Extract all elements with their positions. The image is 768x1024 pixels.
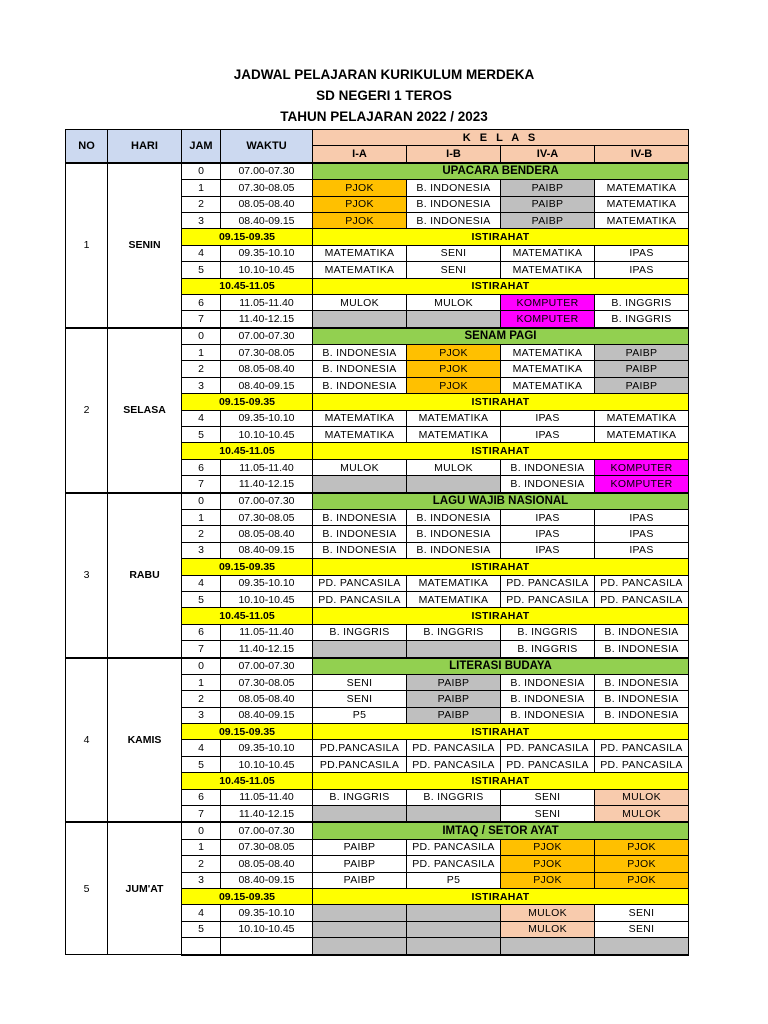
subject-cell: PD. PANCASILA [407,839,501,855]
break-time: 10.45-11.05 [182,443,313,459]
jam-cell: 0 [182,493,221,510]
jam-cell: 4 [182,905,221,921]
subject-cell: PD.PANCASILA [313,740,407,756]
jam-cell: 7 [182,806,221,823]
waktu-cell: 11.40-12.15 [221,476,313,493]
subject-cell: B. INGGRIS [595,294,689,310]
subject-cell: PD. PANCASILA [595,740,689,756]
subject-cell: B. INGGRIS [313,789,407,805]
subject-cell: B. INDONESIA [501,476,595,493]
subject-cell: PD. PANCASILA [501,591,595,607]
subject-cell: PAIBP [501,212,595,228]
subject-cell: PAIBP [595,345,689,361]
subject-cell: MATEMATIKA [313,245,407,261]
subject-cell: B. INGGRIS [313,624,407,640]
subject-cell: B. INDONESIA [595,691,689,707]
waktu-cell [221,938,313,955]
waktu-cell: 11.05-11.40 [221,789,313,805]
subject-cell: PAIBP [407,674,501,690]
jam-cell: 4 [182,245,221,261]
subject-cell: MATEMATIKA [501,361,595,377]
waktu-cell: 09.35-10.10 [221,410,313,426]
subject-cell: MATEMATIKA [501,345,595,361]
schedule-row [66,163,689,180]
jam-cell: 7 [182,476,221,493]
activity-label: LAGU WAJIB NASIONAL [313,493,689,510]
subject-cell: MULOK [595,806,689,823]
waktu-cell: 08.05-08.40 [221,526,313,542]
schedule-row [66,493,689,510]
subject-cell [407,311,501,328]
subject-cell: IPAS [595,509,689,525]
jam-cell: 5 [182,427,221,443]
subject-cell: PJOK [407,345,501,361]
break-label: ISTIRAHAT [313,888,689,904]
subject-cell [407,806,501,823]
subject-cell: MATEMATIKA [501,245,595,261]
subject-cell [313,476,407,493]
subject-cell: P5 [313,707,407,723]
subject-cell: B. INDONESIA [595,641,689,658]
subject-cell: MATEMATIKA [595,427,689,443]
header-class-1b: I-B [407,146,501,163]
header-class-4b: IV-B [595,146,689,163]
jam-cell: 0 [182,163,221,180]
subject-cell: IPAS [595,526,689,542]
subject-cell: IPAS [595,542,689,558]
jam-cell: 4 [182,410,221,426]
subject-cell: PAIBP [595,361,689,377]
subject-cell: PD. PANCASILA [407,856,501,872]
waktu-cell: 10.10-10.45 [221,262,313,278]
subject-cell [595,938,689,955]
jam-cell: 0 [182,658,221,675]
title-line-2: SD NEGERI 1 TEROS [316,88,452,103]
day-number: 4 [66,658,108,823]
subject-cell: B. INDONESIA [407,196,501,212]
activity-label: IMTAQ / SETOR AYAT [313,822,689,839]
break-label: ISTIRAHAT [313,724,689,740]
waktu-cell: 10.10-10.45 [221,921,313,937]
break-time: 09.15-09.35 [182,559,313,575]
subject-cell: PJOK [595,872,689,888]
jam-cell: 2 [182,196,221,212]
subject-cell: B. INDONESIA [595,624,689,640]
subject-cell: PD. PANCASILA [501,740,595,756]
header-class-1a: I-A [313,146,407,163]
subject-cell: SENI [313,691,407,707]
jam-cell: 6 [182,294,221,310]
schedule-body [66,163,689,955]
subject-cell: MATEMATIKA [501,262,595,278]
jam-cell: 1 [182,180,221,196]
subject-cell: PAIBP [407,691,501,707]
header-jam: JAM [182,130,221,163]
subject-cell: PAIBP [501,196,595,212]
subject-cell: IPAS [501,542,595,558]
jam-cell: 1 [182,509,221,525]
subject-cell: PJOK [313,180,407,196]
subject-cell: SENI [595,905,689,921]
jam-cell: 2 [182,856,221,872]
subject-cell [407,905,501,921]
jam-cell: 0 [182,328,221,345]
day-number: 2 [66,328,108,493]
subject-cell: PAIBP [407,707,501,723]
break-label: ISTIRAHAT [313,559,689,575]
waktu-cell: 11.40-12.15 [221,806,313,823]
subject-cell: SENI [407,262,501,278]
subject-cell: PD. PANCASILA [595,591,689,607]
subject-cell: B. INDONESIA [313,377,407,393]
subject-cell: MATEMATIKA [407,410,501,426]
subject-cell: PAIBP [313,872,407,888]
header-waktu: WAKTU [221,130,313,163]
subject-cell [313,806,407,823]
subject-cell: MATEMATIKA [407,575,501,591]
header-no: NO [66,130,108,163]
waktu-cell: 08.40-09.15 [221,872,313,888]
subject-cell: KOMPUTER [501,294,595,310]
jam-cell: 2 [182,361,221,377]
waktu-cell: 08.40-09.15 [221,707,313,723]
break-label: ISTIRAHAT [313,278,689,294]
break-time: 09.15-09.35 [182,229,313,245]
waktu-cell: 08.40-09.15 [221,377,313,393]
jam-cell: 1 [182,674,221,690]
subject-cell: B. INDONESIA [407,212,501,228]
subject-cell: IPAS [595,262,689,278]
subject-cell: SENI [313,674,407,690]
waktu-cell: 10.10-10.45 [221,756,313,772]
subject-cell: B. INDONESIA [595,707,689,723]
subject-cell: PJOK [501,872,595,888]
subject-cell: B. INDONESIA [313,345,407,361]
header-kelas: K E L A S [313,130,689,146]
subject-cell: PJOK [501,839,595,855]
subject-cell: IPAS [501,427,595,443]
subject-cell: MATEMATIKA [407,591,501,607]
waktu-cell: 08.05-08.40 [221,856,313,872]
waktu-cell: 11.40-12.15 [221,641,313,658]
jam-cell: 6 [182,459,221,475]
break-label: ISTIRAHAT [313,773,689,789]
jam-cell: 2 [182,526,221,542]
schedule-row [66,658,689,675]
header-hari: HARI [108,130,182,163]
subject-cell [407,476,501,493]
subject-cell: B. INDONESIA [501,459,595,475]
jam-cell: 2 [182,691,221,707]
subject-cell: PD. PANCASILA [313,575,407,591]
subject-cell: MULOK [595,789,689,805]
subject-cell [313,938,407,955]
subject-cell: PAIBP [313,839,407,855]
subject-cell: MATEMATIKA [313,410,407,426]
schedule-row [66,822,689,839]
subject-cell: MULOK [501,921,595,937]
waktu-cell: 10.10-10.45 [221,591,313,607]
subject-cell: PD. PANCASILA [407,756,501,772]
subject-cell [313,905,407,921]
waktu-cell: 08.05-08.40 [221,361,313,377]
jam-cell: 3 [182,377,221,393]
jam-cell: 1 [182,839,221,855]
waktu-cell: 11.40-12.15 [221,311,313,328]
header-class-4a: IV-A [501,146,595,163]
subject-cell: PD. PANCASILA [313,591,407,607]
subject-cell [407,938,501,955]
break-time: 09.15-09.35 [182,888,313,904]
subject-cell: SENI [595,921,689,937]
waktu-cell: 11.05-11.40 [221,294,313,310]
activity-label: UPACARA BENDERA [313,163,689,180]
jam-cell: 5 [182,591,221,607]
subject-cell [407,641,501,658]
subject-cell: B. INGGRIS [595,311,689,328]
subject-cell: PJOK [407,377,501,393]
waktu-cell: 10.10-10.45 [221,427,313,443]
subject-cell: KOMPUTER [501,311,595,328]
subject-cell: PAIBP [595,377,689,393]
waktu-cell: 11.05-11.40 [221,624,313,640]
subject-cell: PAIBP [501,180,595,196]
subject-cell: PD. PANCASILA [595,575,689,591]
subject-cell: PJOK [407,361,501,377]
subject-cell: KOMPUTER [595,459,689,475]
jam-cell: 5 [182,262,221,278]
jam-cell: 5 [182,921,221,937]
waktu-cell: 09.35-10.10 [221,740,313,756]
break-time: 10.45-11.05 [182,278,313,294]
break-label: ISTIRAHAT [313,394,689,410]
table-header [66,130,689,163]
waktu-cell: 08.05-08.40 [221,691,313,707]
waktu-cell: 08.05-08.40 [221,196,313,212]
subject-cell [501,938,595,955]
subject-cell: SENI [501,806,595,823]
subject-cell: B. INDONESIA [501,691,595,707]
subject-cell: PJOK [501,856,595,872]
break-label: ISTIRAHAT [313,443,689,459]
subject-cell: B. INDONESIA [407,542,501,558]
jam-cell: 3 [182,707,221,723]
subject-cell: MATEMATIKA [595,196,689,212]
break-time: 09.15-09.35 [182,724,313,740]
subject-cell: MULOK [407,294,501,310]
subject-cell: IPAS [501,410,595,426]
subject-cell: B. INDONESIA [501,674,595,690]
waktu-cell: 07.30-08.05 [221,180,313,196]
day-name: SELASA [108,328,182,493]
waktu-cell: 07.00-07.30 [221,163,313,180]
break-label: ISTIRAHAT [313,229,689,245]
waktu-cell: 07.00-07.30 [221,658,313,675]
jam-cell: 1 [182,345,221,361]
subject-cell: PJOK [313,196,407,212]
waktu-cell: 07.00-07.30 [221,328,313,345]
jam-cell: 6 [182,624,221,640]
schedule-row [66,328,689,345]
jam-cell: 4 [182,575,221,591]
jam-cell: 5 [182,756,221,772]
waktu-cell: 07.30-08.05 [221,839,313,855]
jam-cell: 0 [182,822,221,839]
subject-cell: PD. PANCASILA [407,740,501,756]
activity-label: SENAM PAGI [313,328,689,345]
jam-cell [182,938,221,955]
waktu-cell: 07.30-08.05 [221,509,313,525]
subject-cell: B. INDONESIA [595,674,689,690]
subject-cell: B. INDONESIA [313,542,407,558]
subject-cell: MULOK [313,459,407,475]
jam-cell: 3 [182,872,221,888]
day-name: RABU [108,493,182,658]
title-line-3: TAHUN PELAJARAN 2022 / 2023 [280,109,488,124]
subject-cell: MULOK [501,905,595,921]
jam-cell: 6 [182,789,221,805]
subject-cell: P5 [407,872,501,888]
waktu-cell: 07.00-07.30 [221,822,313,839]
subject-cell [313,921,407,937]
subject-cell: PJOK [595,856,689,872]
break-time: 10.45-11.05 [182,773,313,789]
subject-cell: SENI [407,245,501,261]
subject-cell: B. INDONESIA [407,180,501,196]
subject-cell: SENI [501,789,595,805]
subject-cell: B. INGGRIS [501,624,595,640]
subject-cell [407,921,501,937]
waktu-cell: 07.00-07.30 [221,493,313,510]
break-label: ISTIRAHAT [313,608,689,624]
jam-cell: 7 [182,641,221,658]
schedule-table [65,129,689,956]
subject-cell: PAIBP [313,856,407,872]
subject-cell: B. INDONESIA [407,509,501,525]
subject-cell: IPAS [501,509,595,525]
waktu-cell: 07.30-08.05 [221,674,313,690]
subject-cell: MATEMATIKA [407,427,501,443]
day-name: JUM'AT [108,822,182,954]
subject-cell: PD. PANCASILA [501,575,595,591]
jam-cell: 3 [182,212,221,228]
subject-cell: MATEMATIKA [313,262,407,278]
subject-cell: B. INDONESIA [313,526,407,542]
subject-cell: PD.PANCASILA [313,756,407,772]
waktu-cell: 08.40-09.15 [221,542,313,558]
day-number: 5 [66,822,108,954]
subject-cell: B. INDONESIA [313,509,407,525]
subject-cell [313,311,407,328]
day-number: 1 [66,163,108,328]
jam-cell: 4 [182,740,221,756]
subject-cell: MULOK [407,459,501,475]
document-title-block [0,64,768,127]
subject-cell: PD. PANCASILA [595,756,689,772]
waktu-cell: 09.35-10.10 [221,905,313,921]
subject-cell: MATEMATIKA [501,377,595,393]
subject-cell: IPAS [595,245,689,261]
waktu-cell: 07.30-08.05 [221,345,313,361]
subject-cell: B. INDONESIA [501,707,595,723]
subject-cell: IPAS [501,526,595,542]
subject-cell: PJOK [313,212,407,228]
day-number: 3 [66,493,108,658]
subject-cell: MATEMATIKA [313,427,407,443]
subject-cell [313,641,407,658]
jam-cell: 7 [182,311,221,328]
waktu-cell: 09.35-10.10 [221,575,313,591]
waktu-cell: 09.35-10.10 [221,245,313,261]
subject-cell: PJOK [595,839,689,855]
subject-cell: B. INDONESIA [313,361,407,377]
title-line-1: JADWAL PELAJARAN KURIKULUM MERDEKA [233,67,535,82]
subject-cell: B. INGGRIS [501,641,595,658]
subject-cell: MULOK [313,294,407,310]
subject-cell: B. INDONESIA [407,526,501,542]
break-time: 10.45-11.05 [182,608,313,624]
activity-label: LITERASI BUDAYA [313,658,689,675]
subject-cell: B. INGGRIS [407,789,501,805]
waktu-cell: 11.05-11.40 [221,459,313,475]
subject-cell: MATEMATIKA [595,212,689,228]
subject-cell: MATEMATIKA [595,410,689,426]
day-name: KAMIS [108,658,182,823]
day-name: SENIN [108,163,182,328]
subject-cell: PD. PANCASILA [501,756,595,772]
subject-cell: B. INGGRIS [407,624,501,640]
jam-cell: 3 [182,542,221,558]
break-time: 09.15-09.35 [182,394,313,410]
waktu-cell: 08.40-09.15 [221,212,313,228]
subject-cell: MATEMATIKA [595,180,689,196]
subject-cell: KOMPUTER [595,476,689,493]
